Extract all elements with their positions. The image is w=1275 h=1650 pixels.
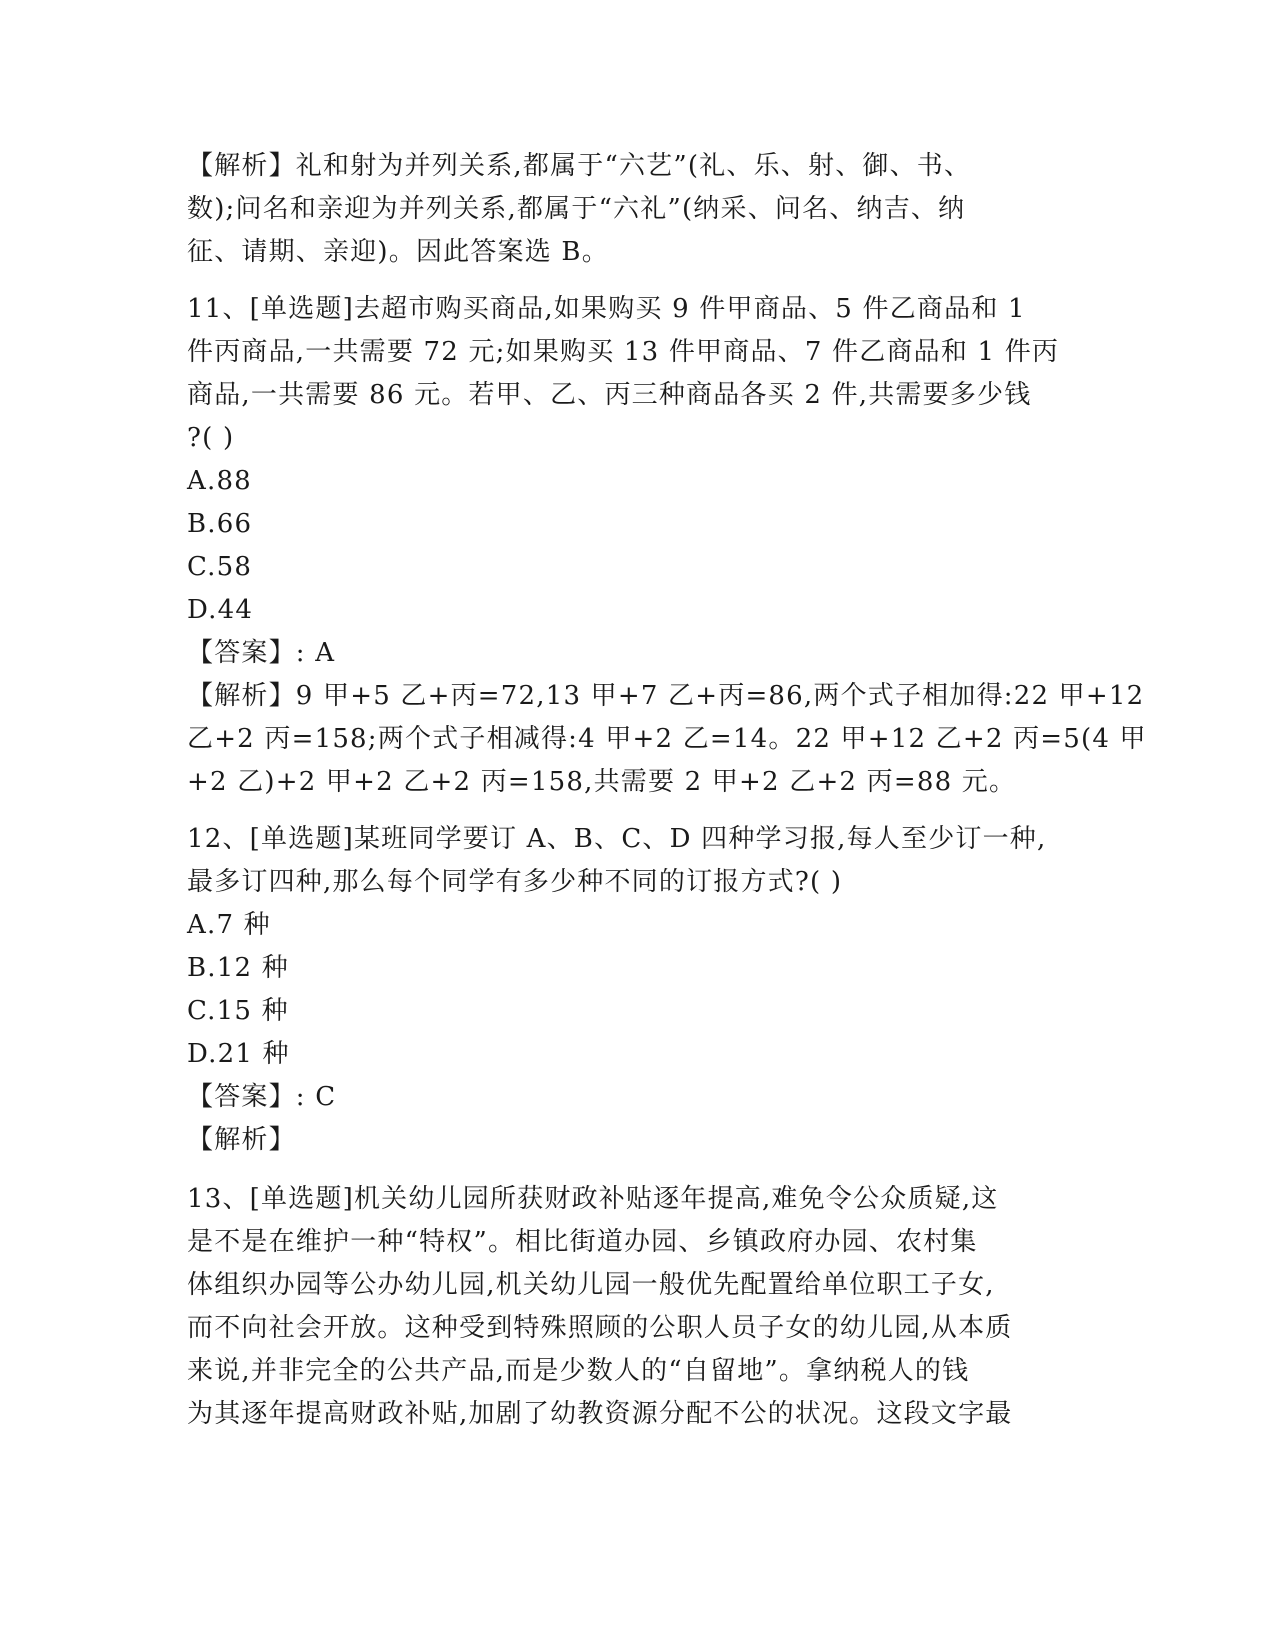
- question-11: [187, 288, 1147, 804]
- q10-analysis-line: 【解析】礼和射为并列关系,都属于“六艺”(礼、乐、射、御、书、: [187, 151, 972, 181]
- q11-option-d: D.44: [187, 595, 254, 625]
- q11-answer: 【答案】: A: [187, 638, 336, 668]
- q13-stem-line: 为其逐年提高财政补贴,加剧了幼教资源分配不公的状况。这段文字最: [187, 1399, 1013, 1429]
- q12-option-c: C.15 种: [187, 996, 289, 1026]
- q13-stem-line: 13、[单选题]机关幼儿园所获财政补贴逐年提高,难免令公众质疑,这: [187, 1184, 999, 1214]
- q11-option-a: A.88: [187, 466, 252, 496]
- q13-stem-line: 体组织办园等公办幼儿园,机关幼儿园一般优先配置给单位职工子女,: [187, 1270, 995, 1300]
- q11-stem-line: 11、[单选题]去超市购买商品,如果购买 9 件甲商品、5 件乙商品和 1: [187, 294, 1026, 324]
- q13-stem-line: 是不是在维护一种“特权”。相比街道办园、乡镇政府办园、农村集: [187, 1227, 978, 1257]
- q10-analysis-line: 征、请期、亲迎)。因此答案选 B。: [187, 237, 609, 267]
- q11-stem-line: ?( ): [187, 423, 235, 453]
- q12-answer: 【答案】: C: [187, 1082, 337, 1112]
- q12-stem-line: 最多订四种,那么每个同学有多少种不同的订报方式?( ): [187, 867, 843, 897]
- q11-analysis-line: 乙+2 丙=158;两个式子相减得:4 甲+2 乙=14。22 甲+12 乙+2 丙=5(4 甲: [187, 724, 1147, 754]
- question-12: [187, 818, 1087, 1162]
- q11-option-c: C.58: [187, 552, 253, 582]
- q13-stem-line: 而不向社会开放。这种受到特殊照顾的公职人员子女的幼儿园,从本质: [187, 1313, 1013, 1343]
- q10-analysis-line: 数);问名和亲迎为并列关系,都属于“六礼”(纳采、问名、纳吉、纳: [187, 194, 966, 224]
- q13-stem-line: 来说,并非完全的公共产品,而是少数人的“自留地”。拿纳税人的钱: [187, 1356, 970, 1386]
- q11-analysis-line: +2 乙)+2 甲+2 乙+2 丙=158,共需要 2 甲+2 乙+2 丙=88 元。: [187, 767, 1017, 797]
- q12-analysis: 【解析】: [187, 1125, 296, 1155]
- q11-stem-line: 商品,一共需要 86 元。若甲、乙、丙三种商品各买 2 件,共需要多少钱: [187, 380, 1032, 410]
- q10-analysis: [187, 145, 1087, 274]
- q12-option-d: D.21 种: [187, 1039, 290, 1069]
- question-13: [187, 1178, 1087, 1436]
- q12-option-a: A.7 种: [187, 910, 271, 940]
- q11-analysis-line: 【解析】9 甲+5 乙+丙=72,13 甲+7 乙+丙=86,两个式子相加得:22 甲+12: [187, 681, 1145, 711]
- q12-stem-line: 12、[单选题]某班同学要订 A、B、C、D 四种学习报,每人至少订一种,: [187, 824, 1047, 854]
- page-content: [187, 145, 1147, 1436]
- q12-option-b: B.12 种: [187, 953, 289, 983]
- q11-stem-line: 件丙商品,一共需要 72 元;如果购买 13 件甲商品、7 件乙商品和 1 件丙: [187, 337, 1060, 367]
- q11-option-b: B.66: [187, 509, 253, 539]
